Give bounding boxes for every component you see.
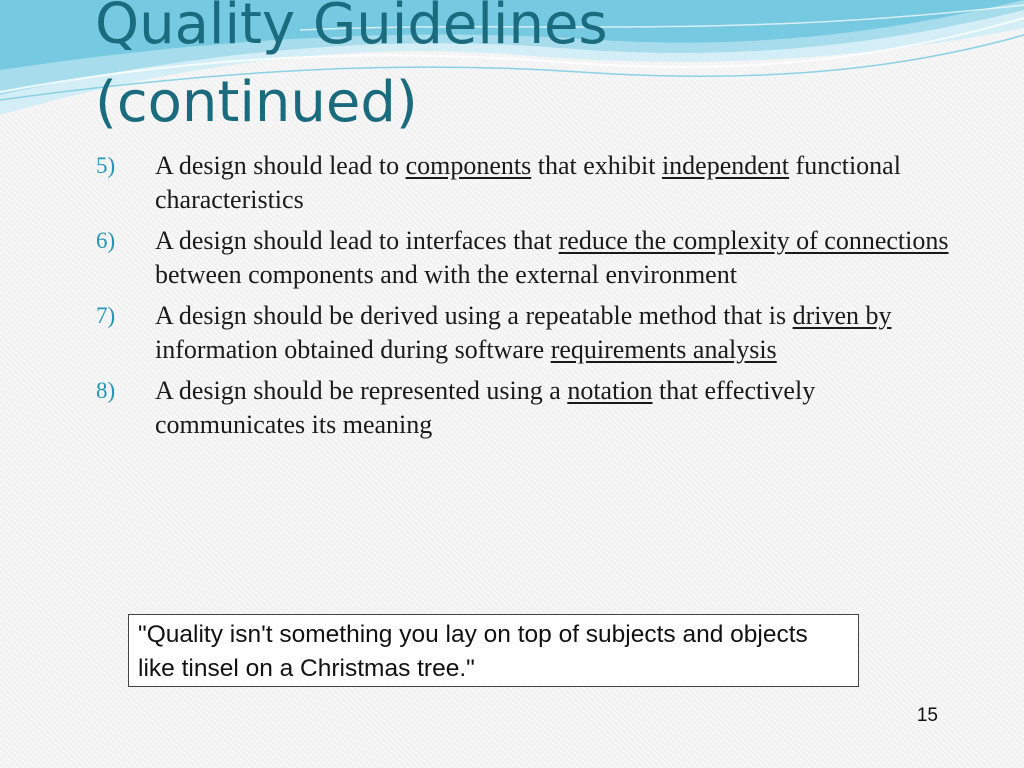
underlined-term: notation <box>567 376 653 405</box>
text-run: A design should be derived using a repeatable method that is <box>155 301 793 330</box>
list-item-number: 5) <box>96 153 116 178</box>
quote-line2: like tinsel on a Christmas tree." <box>138 655 475 682</box>
text-run: functional characteristics <box>155 151 901 214</box>
text-run: A design should lead to interfaces that <box>155 226 559 255</box>
list-item <box>96 374 956 442</box>
list-item-number: 7) <box>96 303 116 328</box>
slide-title <box>95 0 975 142</box>
list-item-text <box>155 301 892 364</box>
list-item-text <box>155 226 949 289</box>
list-item-text <box>155 151 901 214</box>
text-run: that effectively communicates its meaning <box>155 376 816 439</box>
list-item-text <box>155 376 815 439</box>
quote-line1: "Quality isn't something you lay on top of subjects and objects <box>138 621 808 648</box>
text-run: that exhibit <box>531 151 662 180</box>
guideline-list <box>96 149 956 449</box>
list-item <box>96 149 956 217</box>
underlined-term: components <box>405 151 532 180</box>
text-run: between components and with the external environment <box>155 260 737 289</box>
underlined-term: reduce the complexity of connections <box>558 226 949 255</box>
slide-title-line2: (continued) <box>95 70 418 135</box>
list-item <box>96 224 956 292</box>
text-run: A design should be represented using a <box>155 376 568 405</box>
underlined-term: driven by <box>792 301 892 330</box>
quote-box <box>128 614 859 687</box>
underlined-term: requirements analysis <box>550 335 777 364</box>
underlined-term: independent <box>661 151 790 180</box>
page-number: 15 <box>916 705 938 726</box>
text-run: A design should lead to <box>155 151 406 180</box>
slide-title-line1: Quality Guidelines <box>95 0 608 57</box>
list-item <box>96 299 956 367</box>
text-run: information obtained during software <box>155 335 551 364</box>
list-item-number: 6) <box>96 228 116 253</box>
list-item-number: 8) <box>96 378 116 403</box>
